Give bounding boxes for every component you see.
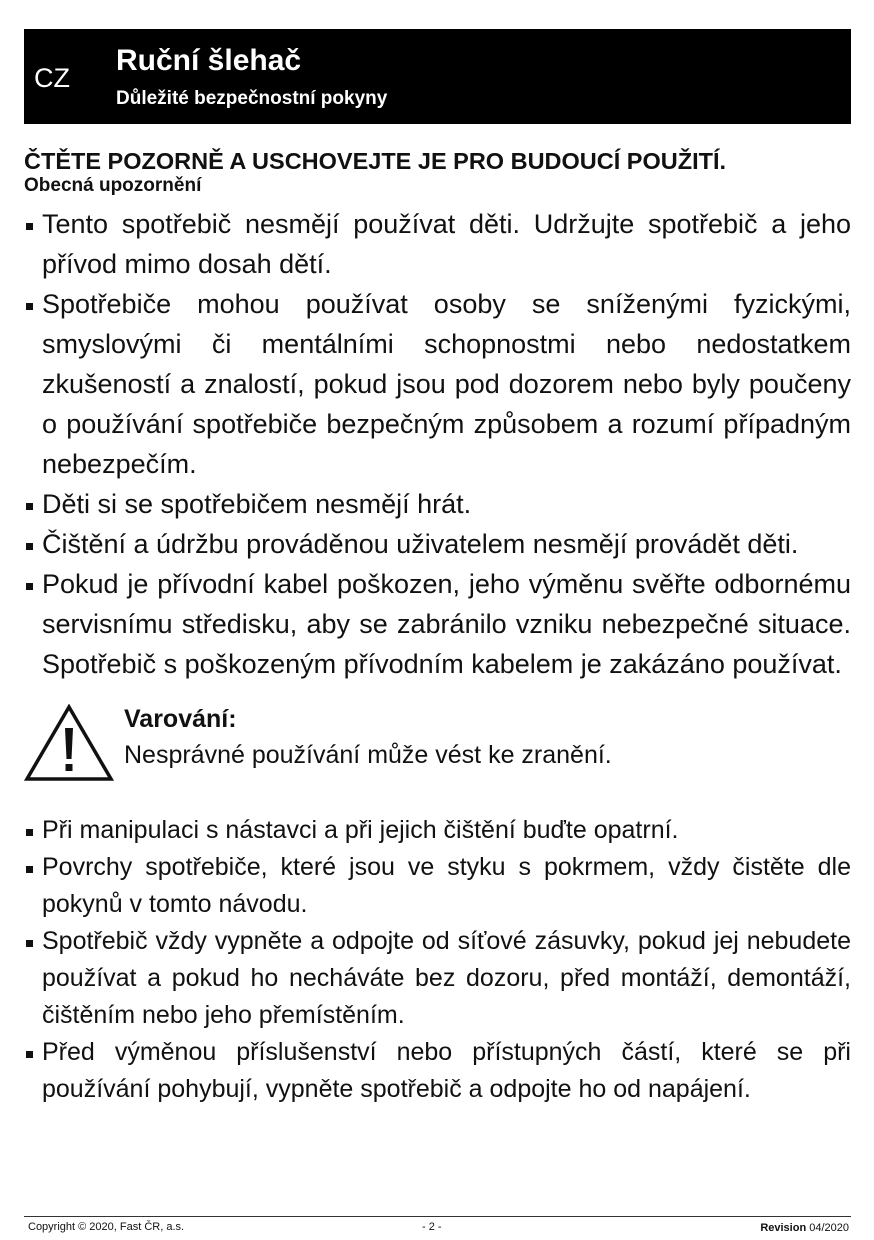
- page-footer: [24, 1216, 851, 1236]
- list-item: Čištění a údržbu prováděnou uživatelem nesmějí provádět děti.: [24, 524, 851, 564]
- page-header: [24, 29, 851, 124]
- bullet-icon: [26, 303, 33, 310]
- product-title: Ruční šlehač: [116, 44, 302, 77]
- revision-info: [760, 1219, 849, 1237]
- bullet-icon: [26, 940, 33, 947]
- warning-text: Nesprávné používání může vést ke zranění.: [124, 741, 612, 769]
- warning-title: Varování:: [124, 705, 237, 733]
- list-item: Tento spotřebič nesmějí používat děti. Udržujte spotřebič a jeho přívod mimo dosah dětí.: [24, 204, 851, 284]
- list-item: Děti si se spotřebičem nesmějí hrát.: [24, 484, 851, 524]
- copyright-text: Copyright © 2020, Fast ČR, a.s.: [28, 1221, 185, 1233]
- page-number: - 2 -: [422, 1221, 442, 1233]
- handling-warnings-list: [24, 812, 851, 1108]
- list-item: Spotřebič vždy vypněte a odpojte od síťové zásuvky, pokud jej nebudete používat a pokud ho necháváte bez dozoru, před montáží, demontáží, čištěním nebo jeho přemístěním.: [24, 923, 851, 1034]
- bullet-icon: [26, 543, 33, 550]
- revision-label: Revision: [760, 1222, 807, 1234]
- bullet-icon: [26, 583, 33, 590]
- list-item: Povrchy spotřebiče, které jsou ve styku s pokrmem, vždy čistěte dle pokynů v tomto návodu.: [24, 849, 851, 923]
- list-item: Při manipulaci s nástavci a při jejich čištění buďte opatrní.: [24, 812, 851, 849]
- bullet-icon: [26, 1051, 33, 1058]
- language-code: CZ: [34, 63, 70, 93]
- revision-date: 04/2020: [809, 1222, 849, 1234]
- headline: ČTĚTE POZORNĚ A USCHOVEJTE JE PRO BUDOUCÍ POUŽITÍ.: [24, 148, 727, 174]
- main-content: [24, 146, 851, 1108]
- bullet-icon: [26, 866, 33, 873]
- list-item: Spotřebiče mohou používat osoby se sníženými fyzickými, smyslovými či mentálními schopnostmi nebo nedostatkem zkušeností a znalostí, pokud jsou pod dozorem nebo byly poučeny o používání spotřebiče bezpečným způsobem a rozumí případným nebezpečím.: [24, 284, 851, 484]
- warning-triangle-icon: [24, 704, 114, 782]
- bullet-icon: [26, 829, 33, 836]
- list-item: Před výměnou příslušenství nebo přístupných částí, které se při používání pohybují, vypněte spotřebič a odpojte ho od napájení.: [24, 1034, 851, 1108]
- bullet-icon: [26, 503, 33, 510]
- section-subtitle: Důležité bezpečnostní pokyny: [116, 88, 388, 109]
- bullet-icon: [26, 223, 33, 230]
- general-warnings-heading: Obecná upozornění: [24, 175, 202, 196]
- list-item: Pokud je přívodní kabel poškozen, jeho výměnu svěřte odbornému servisnímu středisku, aby se zabránilo vzniku nebezpečné situace. Spotřebič s poškozeným přívodním kabelem je zakázáno používat.: [24, 564, 851, 684]
- warning-box: [24, 702, 851, 794]
- general-warnings-list: [24, 204, 851, 684]
